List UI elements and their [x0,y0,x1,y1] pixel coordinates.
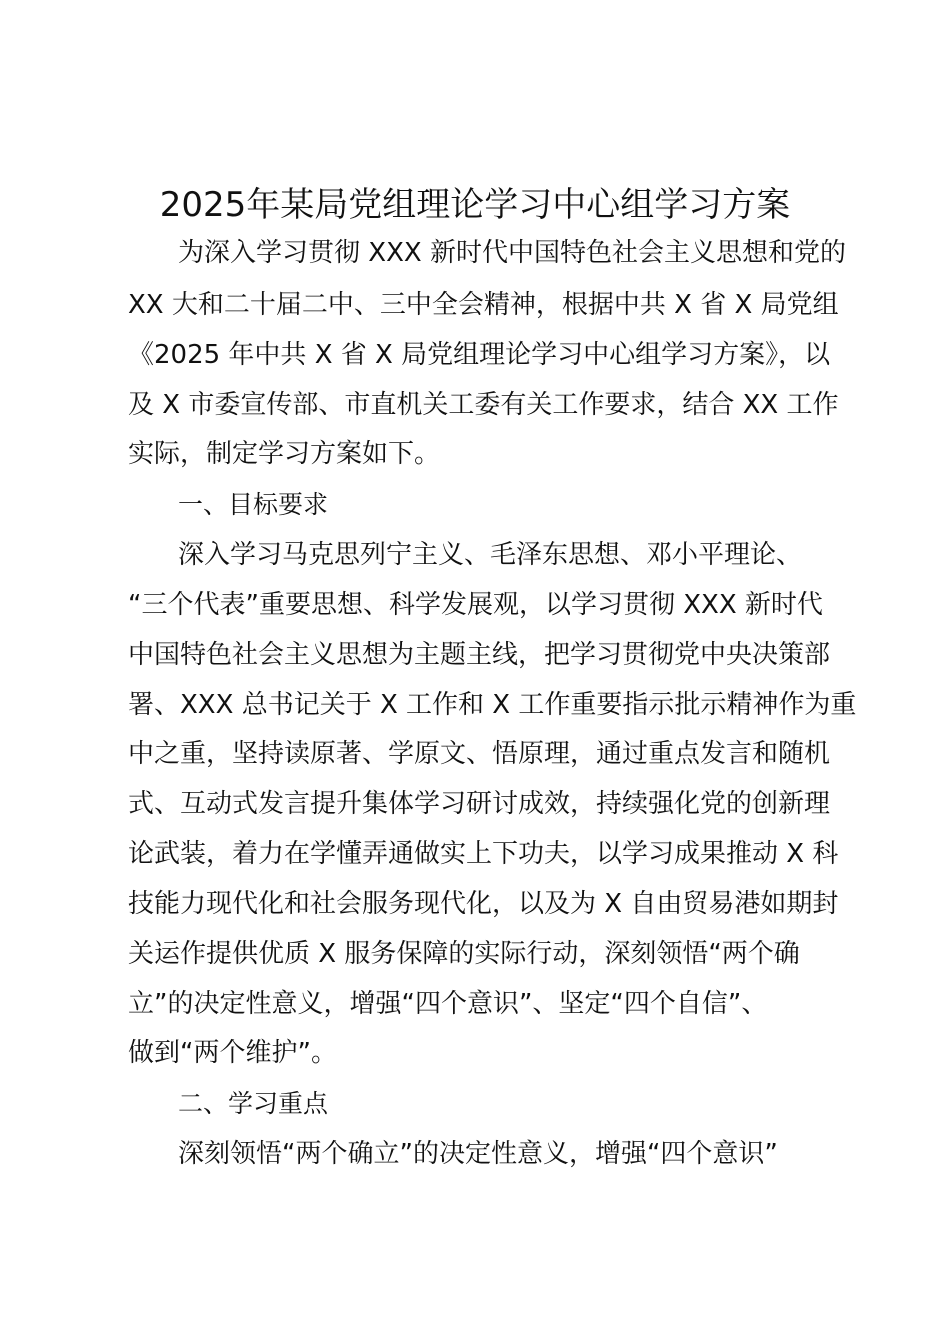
paragraph-line: “三个代表”重要思想、科学发展观，以学习贯彻 XXX 新时代 [128,590,823,620]
paragraph-line: 论武装，着力在学懂弄通做实上下功夫，以学习成果推动 X 科 [128,839,839,869]
paragraph-line: 中国特色社会主义思想为主题主线，把学习贯彻党中央决策部 [128,640,831,670]
paragraph-line: 为深入学习贯彻 XXX 新时代中国特色社会主义思想和党的 [178,238,846,268]
paragraph-line: 实际，制定学习方案如下。 [128,439,441,469]
section-heading-goals: 一、目标要求 [178,490,329,519]
paragraph-line: XX 大和二十届二中、三中全会精神，根据中共 X 省 X 局党组 [128,290,839,320]
paragraph-line: 《2025 年中共 X 省 X 局党组理论学习中心组学习方案》，以 [128,340,831,370]
paragraph-line: 做到“两个维护”。 [128,1038,337,1068]
paragraph-line: 署、XXX 总书记关于 X 工作和 X 工作重要指示批示精神作为重 [128,690,857,720]
paragraph-line: 中之重，坚持读原著、学原文、悟原理，通过重点发言和随机 [128,739,831,769]
paragraph-line: 立”的决定性意义，增强“四个意识”、坚定“四个自信”、 [128,989,768,1019]
paragraph-line: 关运作提供优质 X 服务保障的实际行动，深刻领悟“两个确 [128,939,800,969]
paragraph-line: 深入学习马克思列宁主义、毛泽东思想、邓小平理论、 [178,540,803,570]
document-title: 2025年某局党组理论学习中心组学习方案 [159,185,791,225]
section-heading-focus: 二、学习重点 [178,1089,329,1118]
paragraph-line: 技能力现代化和社会服务现代化，以及为 X 自由贸易港如期封 [128,889,839,919]
paragraph-line: 及 X 市委宣传部、市直机关工委有关工作要求，结合 XX 工作 [128,390,839,420]
paragraph-line: 深刻领悟“两个确立”的决定性意义，增强“四个意识” [178,1139,778,1169]
paragraph-line: 式、互动式发言提升集体学习研讨成效，持续强化党的创新理 [128,789,831,819]
